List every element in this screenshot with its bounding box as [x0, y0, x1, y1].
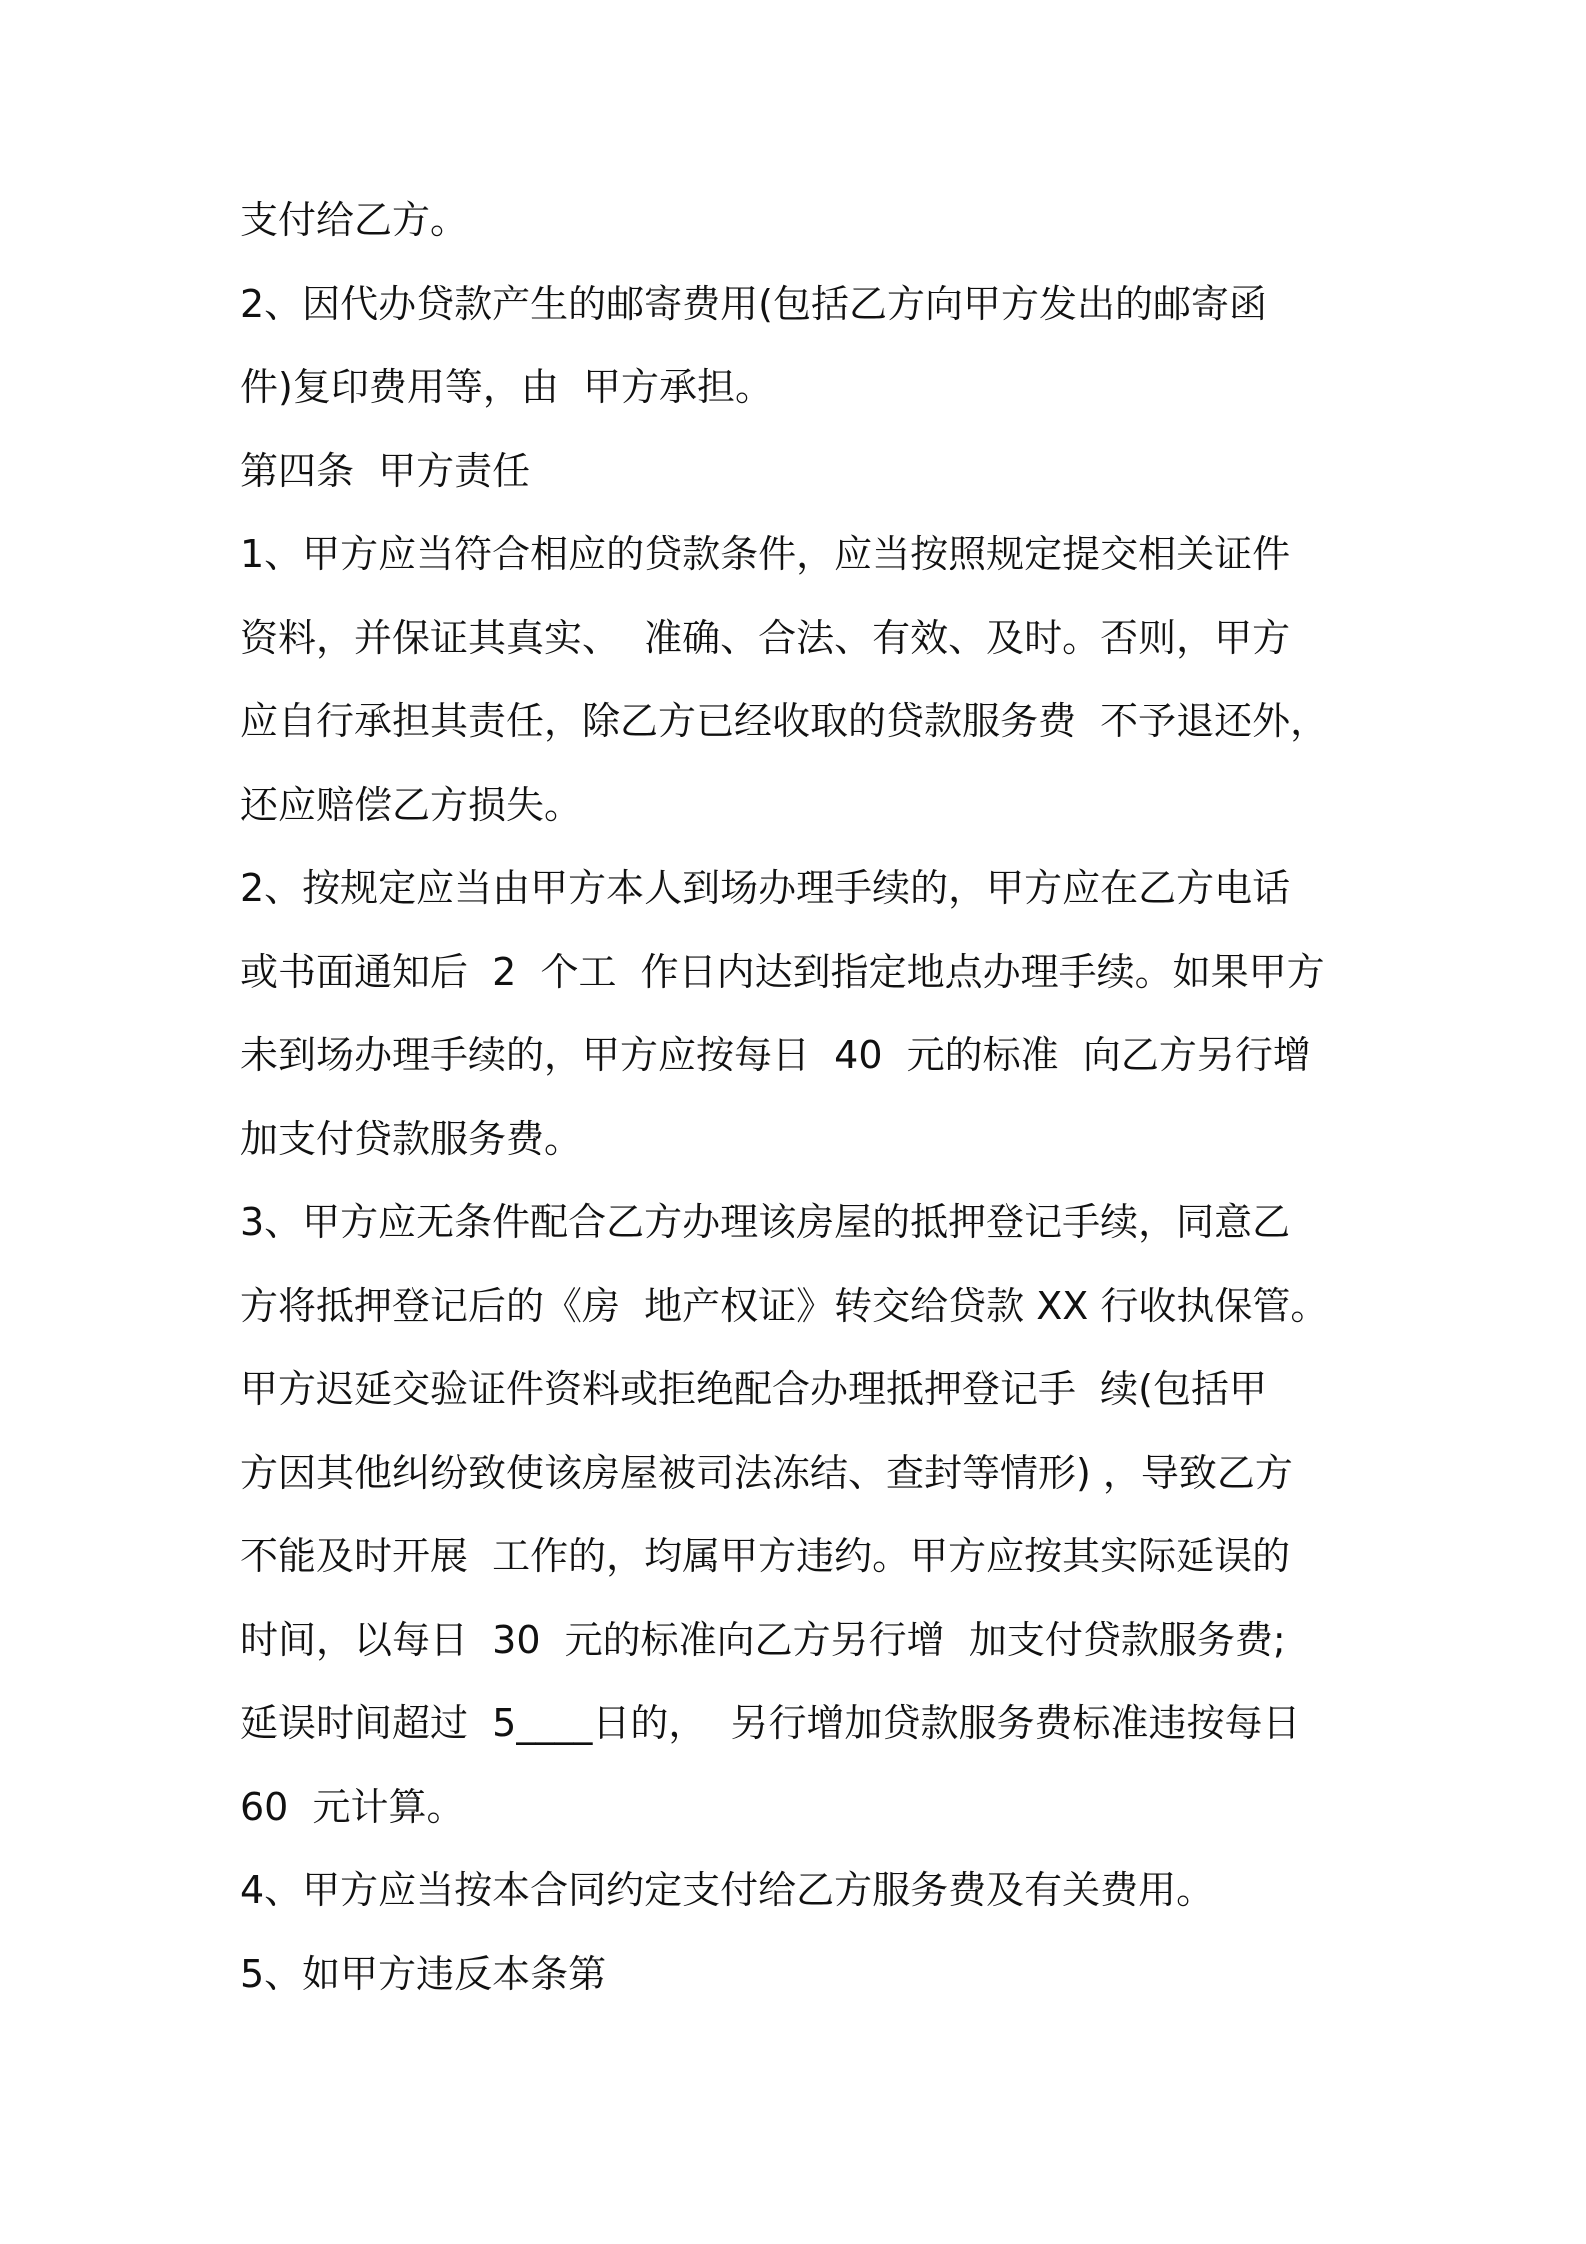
text-line: 加支付贷款服务费。: [240, 1116, 583, 1161]
text-line: 2、因代办贷款产生的邮寄费用(包括乙方向甲方发出的邮寄函: [240, 281, 1268, 326]
text-line: 延误时间超过 5____日的， 另行增加贷款服务费标准违按每日: [240, 1701, 1301, 1745]
text-line: 未到场办理手续的，甲方应按每日 40 元的标准 向乙方另行增: [240, 1033, 1311, 1077]
text-line: 1、甲方应当符合相应的贷款条件，应当按照规定提交相关证件: [240, 532, 1291, 576]
document-body: [240, 195, 1360, 2032]
text-line: 还应赔偿乙方损失。: [240, 782, 583, 827]
text-line: 2、按规定应当由甲方本人到场办理手续的，甲方应在乙方电话: [240, 866, 1291, 910]
text-line: 5、如甲方违反本条第: [240, 1951, 607, 1996]
text-line: 时间，以每日 30 元的标准向乙方另行增 加支付贷款服务费;: [240, 1617, 1286, 1662]
text-line: 不能及时开展 工作的，均属甲方违约。甲方应按其实际延误的: [240, 1534, 1291, 1578]
text-line: 3、甲方应无条件配合乙方办理该房屋的抵押登记手续，同意乙: [240, 1200, 1291, 1244]
text-line: 4、甲方应当按本合同约定支付给乙方服务费及有关费用。: [240, 1868, 1215, 1912]
text-line: 60 元计算。: [240, 1784, 465, 1829]
text-line: 或书面通知后 2 个工 作日内达到指定地点办理手续。如果甲方: [240, 949, 1325, 994]
text-line: 支付给乙方。: [240, 198, 469, 242]
text-line: 应自行承担其责任，除乙方已经收取的贷款服务费 不予退还外，: [240, 699, 1329, 743]
text-line: 方因其他纠纷致使该房屋被司法冻结、查封等情形) ，导致乙方: [240, 1450, 1293, 1495]
text-line: 方将抵押登记后的《房 地产权证》转交给贷款 XX 行收执保管。: [240, 1283, 1329, 1328]
text-line: 甲方迟延交验证件资料或拒绝配合办理抵押登记手 续(包括甲: [240, 1367, 1267, 1411]
section-heading: 第四条 甲方责任: [240, 448, 531, 493]
text-line: 件)复印费用等，由 甲方承担。: [240, 365, 773, 409]
text-line: 资料，并保证其真实、 准确、合法、有效、及时。否则，甲方: [240, 615, 1291, 660]
